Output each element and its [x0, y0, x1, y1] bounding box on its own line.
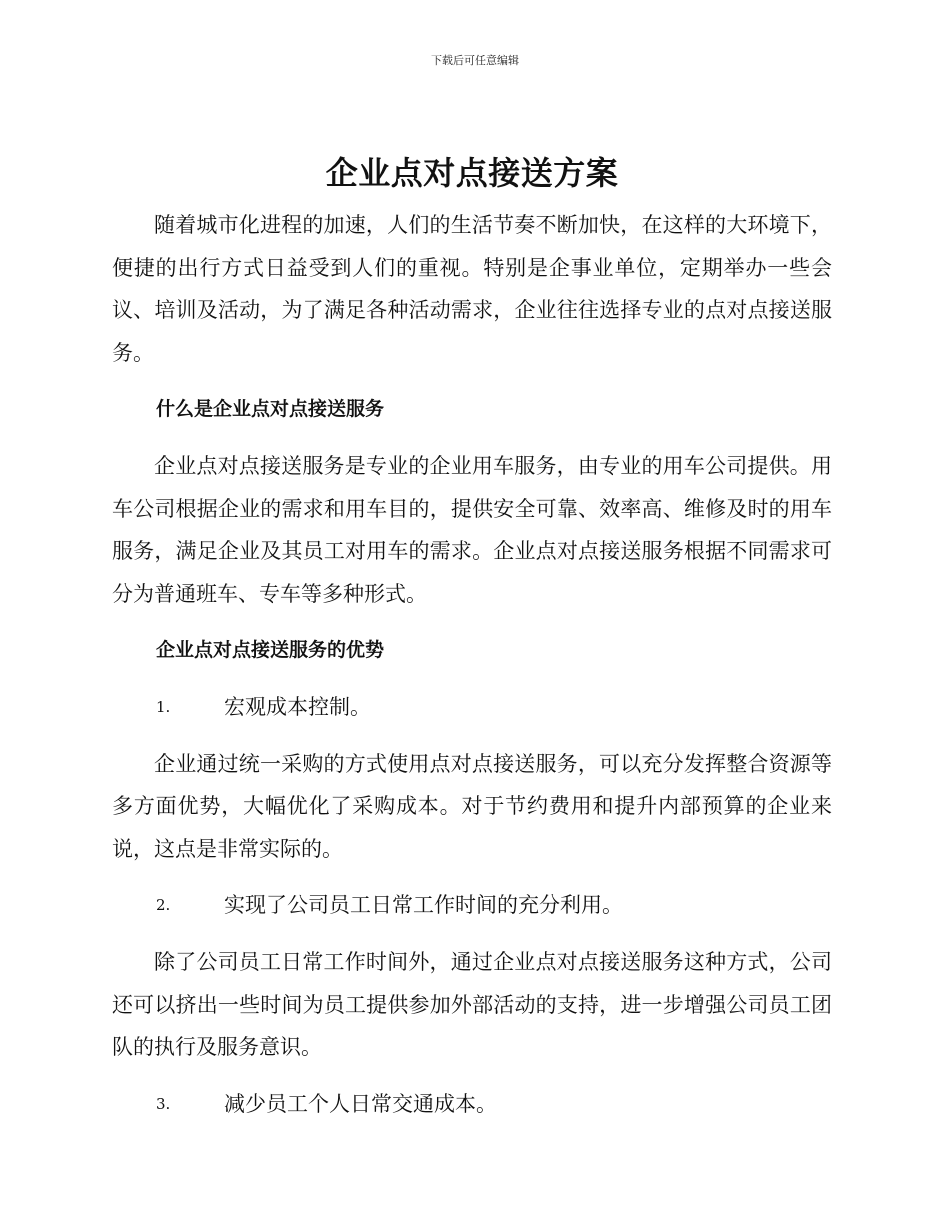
spacer [112, 1069, 832, 1083]
spacer [112, 927, 832, 941]
spacer [112, 196, 832, 204]
section-what-is-paragraph: 企业点对点接送服务是专业的企业用车服务，由专业的用车公司提供。用车公司根据企业的需求和用车目的，提供安全可靠、效率高、维修及时的用车服务，满足企业及其员工对用车的需求。企业点对点接送服务根据不同需求可分为普通班车、专车等多种形式。 [112, 453, 832, 606]
list-item-paragraph: 除了公司员工日常工作时间外，通过企业点对点接送服务这种方式，公司还可以挤出一些时间为员工提供参加外部活动的支持，进一步增强公司员工团队的执行及服务意识。 [112, 949, 832, 1060]
document-title: 企业点对点接送方案 [325, 154, 619, 192]
list-item [112, 884, 832, 927]
intro-paragraph: 随着城市化进程的加速，人们的生活节奏不断加快，在这样的大环境下，便捷的出行方式日益受到人们的重视。特别是企事业单位，定期举办一些会议、培训及活动，为了满足各种活动需求，企业往往选择专业的点对点接送服务。 [112, 213, 832, 365]
spacer [112, 615, 832, 629]
spacer [112, 672, 832, 686]
section-heading-advantages: 企业点对点接送服务的优势 [156, 639, 385, 662]
list-item-title: 宏观成本控制。 [224, 694, 371, 719]
spacer [112, 870, 832, 884]
list-number: 1. [156, 697, 171, 716]
list-number: 3. [156, 1094, 171, 1113]
list-number: 2. [156, 896, 171, 915]
spacer [112, 431, 832, 445]
document-body [112, 150, 832, 1125]
list-item-title: 实现了公司员工日常工作时间的充分利用。 [224, 893, 623, 918]
section-heading-what-is: 什么是企业点对点接送服务 [156, 398, 385, 421]
list-item-paragraph: 企业通过统一采购的方式使用点对点接送服务，可以充分发挥整合资源等多方面优势，大幅优化了采购成本。对于节约费用和提升内部预算的企业来说，这点是非常实际的。 [112, 751, 832, 861]
list-item-title: 减少员工个人日常交通成本。 [224, 1091, 497, 1116]
spacer [112, 374, 832, 388]
spacer [112, 729, 832, 743]
list-item [112, 686, 832, 729]
list-item [112, 1083, 832, 1126]
header-note: 下载后可任意编辑 [431, 54, 519, 67]
